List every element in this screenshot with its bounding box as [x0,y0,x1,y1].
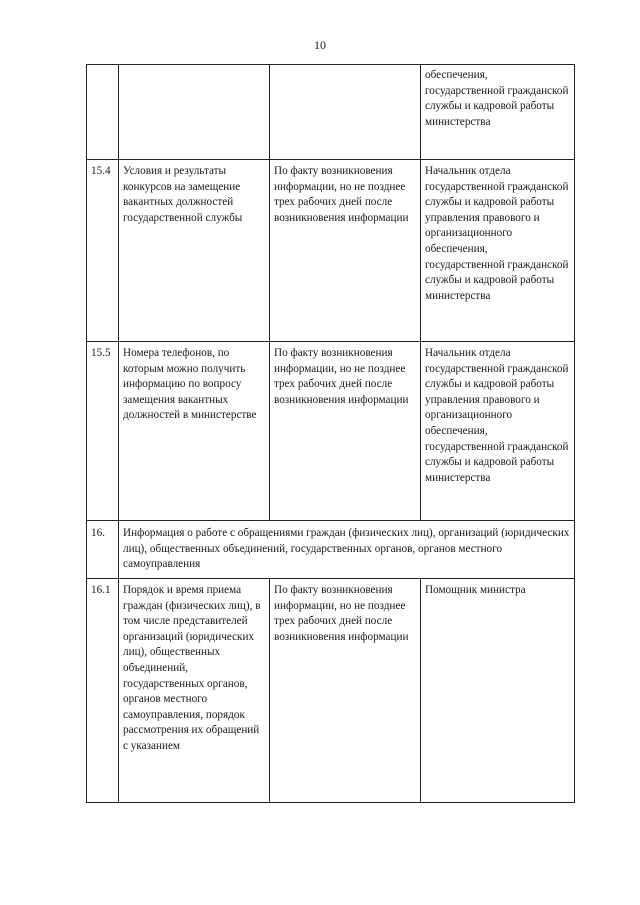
row-term-cell: По факту возникновения информации, но не позднее трех рабочих дней после возникновения информации [270,342,421,521]
row-name-cell: Номера телефонов, по которым можно получить информацию по вопросу замещения вакантных должностей в министерстве [119,342,270,521]
row-number [87,65,119,160]
row-responsible-cell: Помощник министра [421,579,575,803]
row-name-cell: Условия и результаты конкурсов на замещение вакантных должностей государственной службы [119,160,270,342]
table-row [87,342,575,521]
row-term-cell [270,65,421,160]
table-row [87,160,575,342]
row-term-cell: По факту возникновения информации, но не позднее трех рабочих дней после возникновения информации [270,160,421,342]
section-title-cell: Информация о работе с обращениями граждан (физических лиц), организаций (юридических лиц), общественных объединений, государственных органов, органов местного самоуправления [119,521,575,579]
row-responsible-cell: Начальник отдела государственной гражданской службы и кадровой работы управления правового и организационного обеспечения, государственной гражданской службы и кадровой работы министерства [421,342,575,521]
row-number: 15.5 [87,342,119,521]
table-row [87,579,575,803]
row-responsible-cell: Начальник отдела государственной гражданской службы и кадровой работы управления правового и организационного обеспечения, государственной гражданской службы и кадровой работы министерства [421,160,575,342]
row-responsible-cell: обеспечения, государственной гражданской службы и кадровой работы министерства [421,65,575,160]
row-number: 16.1 [87,579,119,803]
information-table [86,64,575,803]
row-name-cell: Порядок и время приема граждан (физических лиц), в том числе представителей организаций (юридических лиц), общественных объединений, государственных органов, органов местного самоуправления, порядок рассмотрения их обращений с указанием [119,579,270,803]
page-number: 10 [314,38,326,52]
row-term-cell: По факту возникновения информации, но не позднее трех рабочих дней после возникновения информации [270,579,421,803]
section-number: 16. [87,521,119,579]
section-row [87,521,575,579]
row-number: 15.4 [87,160,119,342]
row-name-cell [119,65,270,160]
table-row [87,65,575,160]
